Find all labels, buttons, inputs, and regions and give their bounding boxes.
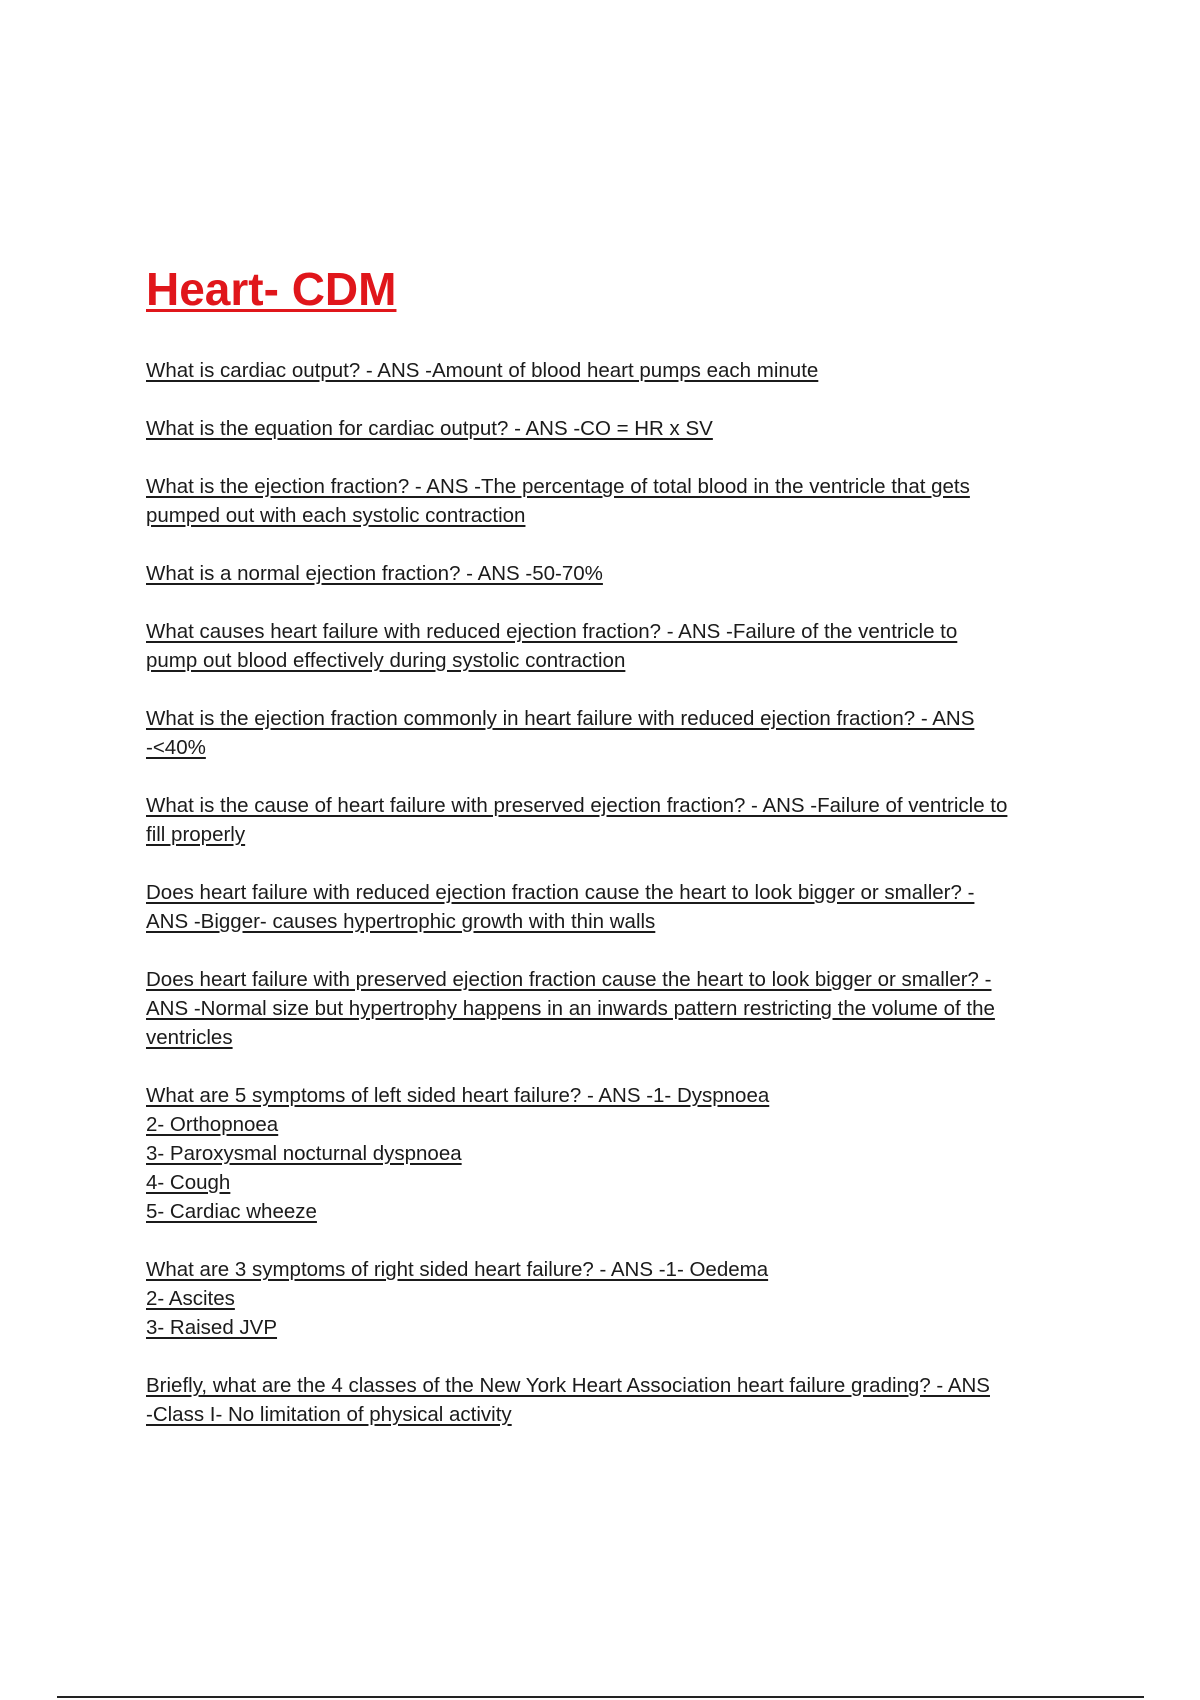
qa-item: [146, 414, 1091, 443]
page-bottom-rule: [57, 1696, 1144, 1698]
qa-line: Does heart failure with reduced ejection fraction cause the heart to look bigger or smaller? -: [146, 881, 975, 904]
qa-line: What causes heart failure with reduced ejection fraction? - ANS -Failure of the ventricle to: [146, 620, 958, 643]
qa-line: What are 3 symptoms of right sided heart failure? - ANS -1- Oedema: [146, 1258, 769, 1281]
qa-line: pump out blood effectively during systolic contraction: [146, 649, 626, 672]
qa-item: [146, 356, 1091, 385]
qa-item: [146, 791, 1091, 849]
qa-line: What is the equation for cardiac output? - ANS -CO = HR x SV: [146, 417, 713, 440]
qa-line: fill properly: [146, 823, 246, 846]
qa-line: What is a normal ejection fraction? - ANS -50-70%: [146, 562, 603, 585]
qa-line: -Class I- No limitation of physical activity: [146, 1403, 512, 1426]
qa-line: pumped out with each systolic contraction: [146, 504, 526, 527]
qa-line: 5- Cardiac wheeze: [146, 1200, 317, 1223]
qa-line: 2- Ascites: [146, 1287, 235, 1310]
qa-line: What are 5 symptoms of left sided heart failure? - ANS -1- Dyspnoea: [146, 1084, 770, 1107]
qa-line: -<40%: [146, 736, 206, 759]
qa-item: [146, 1081, 1091, 1226]
document-content: [146, 262, 1091, 1458]
qa-list: [146, 356, 1091, 1429]
qa-item: [146, 472, 1091, 530]
qa-item: [146, 1255, 1091, 1342]
qa-line: Does heart failure with preserved ejection fraction cause the heart to look bigger or smaller? -: [146, 968, 992, 991]
qa-item: [146, 1371, 1091, 1429]
document-title: Heart- CDM: [146, 263, 397, 315]
qa-item: [146, 617, 1091, 675]
qa-item: [146, 704, 1091, 762]
qa-item: [146, 878, 1091, 936]
qa-line: What is cardiac output? - ANS -Amount of blood heart pumps each minute: [146, 359, 819, 382]
qa-line: What is the ejection fraction commonly in heart failure with reduced ejection fraction? - ANS: [146, 707, 975, 730]
qa-item: [146, 559, 1091, 588]
qa-line: 2- Orthopnoea: [146, 1113, 279, 1136]
qa-item: [146, 965, 1091, 1052]
qa-line: 4- Cough: [146, 1171, 231, 1194]
qa-line: Briefly, what are the 4 classes of the New York Heart Association heart failure grading? - ANS: [146, 1374, 990, 1397]
qa-line: What is the cause of heart failure with preserved ejection fraction? - ANS -Failure of ventricle to: [146, 794, 1008, 817]
qa-line: ANS -Bigger- causes hypertrophic growth with thin walls: [146, 910, 656, 933]
qa-line: ANS -Normal size but hypertrophy happens in an inwards pattern restricting the volume of the: [146, 997, 995, 1020]
qa-line: What is the ejection fraction? - ANS -The percentage of total blood in the ventricle that gets: [146, 475, 970, 498]
qa-line: ventricles: [146, 1026, 233, 1049]
qa-line: 3- Paroxysmal nocturnal dyspnoea: [146, 1142, 462, 1165]
qa-line: 3- Raised JVP: [146, 1316, 278, 1339]
